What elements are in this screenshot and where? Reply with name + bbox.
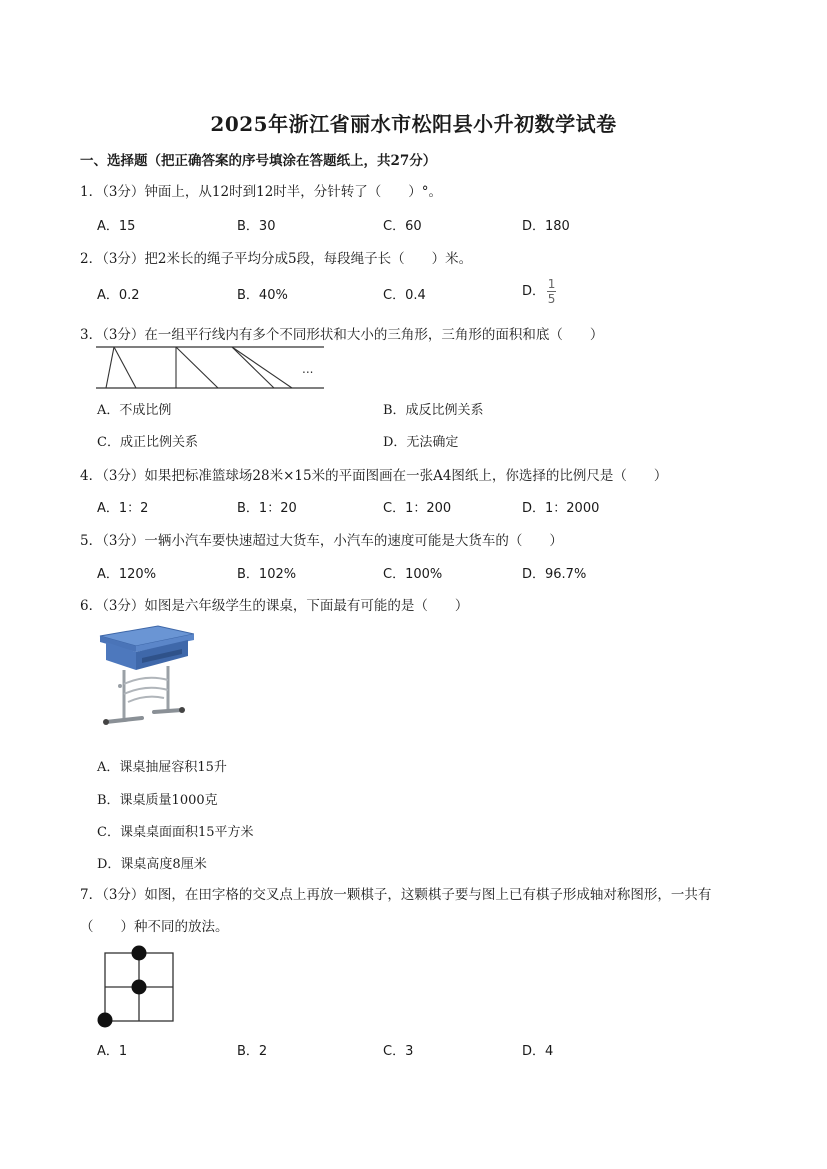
- chess-piece-bottom-left: [98, 1013, 113, 1028]
- q5-option-d: D．96.7%: [522, 567, 587, 582]
- fraction-denominator: 5: [547, 292, 556, 306]
- q1-option-c: C．60: [383, 219, 422, 234]
- q6-option-a: [97, 756, 227, 775]
- q2-fraction: [547, 278, 556, 305]
- exam-title: 2025年浙江省丽水市松阳县小升初数学试卷: [210, 112, 617, 136]
- q4-option-d: D．1：2000: [522, 501, 600, 516]
- q3-option-c: [97, 431, 198, 450]
- fraction-numerator: 1: [547, 277, 556, 291]
- question-7-text: 7．（3分）如图，在田字格的交叉点上再放一颗棋子，这颗棋子要与图上已有棋子形成轴对称图形，一共有（ ）种不同的放法。: [80, 887, 712, 935]
- question-6-text: 6．（3分）如图是六年级学生的课桌，下面最有可能的是（ ）: [80, 598, 469, 614]
- q6-option-c-label: C．课桌桌面面积15平方米: [97, 825, 254, 840]
- q4-option-a: A．1：2: [97, 501, 149, 516]
- q6-option-c: [97, 821, 254, 840]
- chess-piece-top: [132, 946, 147, 961]
- q7-option-a: A．1: [97, 1044, 128, 1059]
- q1-option-b: B．30: [237, 219, 276, 234]
- parallel-lines-triangles-figure: [96, 344, 328, 392]
- q4-option-b: B．1：20: [237, 501, 297, 516]
- q7-option-b: B．2: [237, 1044, 268, 1059]
- q5-option-a: A．120%: [97, 567, 157, 582]
- q2-option-b: B．40%: [237, 288, 288, 303]
- q3-option-a: [97, 399, 171, 418]
- question-1-text: 1．（3分）钟面上，从12时到12时半，分针转了（ ）°。: [80, 184, 443, 200]
- chess-piece-center: [132, 980, 147, 995]
- q6-option-b: [97, 789, 218, 808]
- q6-option-a-label: A．课桌抽屉容积15升: [97, 760, 227, 775]
- tian-grid-chess-figure: [96, 944, 180, 1028]
- q5-option-c: C．100%: [383, 567, 443, 582]
- q7-option-d: D．4: [522, 1044, 554, 1059]
- section-heading: 一、选择题（把正确答案的序号填涂在答题纸上，共27分）: [80, 153, 437, 169]
- q3-option-b-label: B．成反比例关系: [383, 403, 484, 418]
- q1-option-d: D．180: [522, 219, 570, 234]
- q3-option-d: [383, 431, 458, 450]
- question-2-text: 2．（3分）把2米长的绳子平均分成5段，每段绳子长（ ）米。: [80, 251, 473, 267]
- q2-option-a: A．0.2: [97, 288, 140, 303]
- q2-option-d: [522, 278, 556, 305]
- q7-option-c: C．3: [383, 1044, 414, 1059]
- q3-option-d-label: D．无法确定: [383, 435, 459, 450]
- q4-option-c: C．1：200: [383, 501, 452, 516]
- q3-option-b: [383, 399, 484, 418]
- q3-option-c-label: C．成正比例关系: [97, 435, 198, 450]
- figure-ellipsis: ...: [302, 362, 314, 376]
- q6-option-d-label: D．课桌高度8厘米: [97, 857, 207, 872]
- q5-option-b: B．102%: [237, 567, 297, 582]
- question-5-text: 5．（3分）一辆小汽车要快速超过大货车，小汽车的速度可能是大货车的（ ）: [80, 533, 563, 549]
- q6-option-d: [97, 853, 207, 872]
- q1-option-a: A．15: [97, 219, 136, 234]
- q6-option-b-label: B．课桌质量1000克: [97, 793, 218, 808]
- q3-option-a-label: A．不成比例: [97, 403, 172, 418]
- q2-option-c: C．0.4: [383, 288, 426, 303]
- q2-option-d-label: D．: [522, 284, 546, 299]
- question-3-text: 3．（3分）在一组平行线内有多个不同形状和大小的三角形，三角形的面积和底（ ）: [80, 327, 604, 343]
- question-4-text: 4．（3分）如果把标准篮球场28米×15米的平面图画在一张A4图纸上，你选择的比例尺是（ ）: [80, 468, 668, 484]
- school-desk-image: [98, 622, 194, 742]
